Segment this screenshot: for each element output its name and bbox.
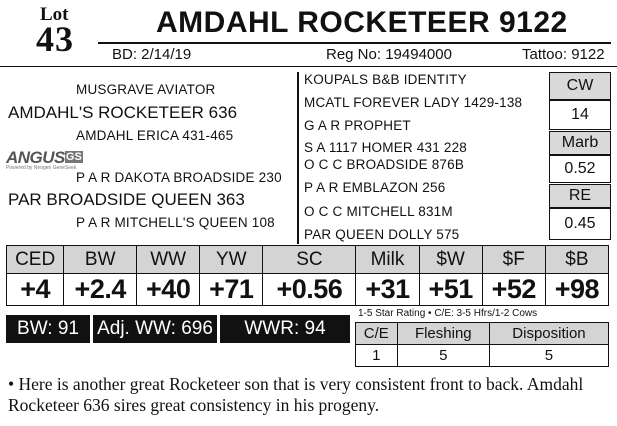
marb-header: Marb [549, 131, 611, 155]
pedigree-sire-dam: AMDAHL ERICA 431-465 [76, 128, 234, 143]
lot-comment: • Here is another great Rocketeer son that is very consistent front to back. Amdahl Rocketeer 636 sires great consistency in his progeny. [8, 374, 584, 415]
epd-table [6, 245, 609, 306]
marb-value: 0.52 [549, 155, 611, 183]
pedigree-sire: AMDAHL'S ROCKETEER 636 [8, 103, 238, 122]
re-value: 0.45 [549, 208, 611, 240]
pedigree-ancestor: P A R EMBLAZON 256 [304, 180, 446, 195]
pedigree-ancestor: G A R PROPHET [304, 118, 411, 133]
pedigree-dam-sire: P A R DAKOTA BROADSIDE 230 [76, 170, 282, 185]
cw-header: CW [549, 72, 611, 100]
epd-header-b: $B [545, 246, 608, 274]
epd-header-sc: SC [263, 246, 356, 274]
epd-header-bw: BW [64, 246, 137, 274]
rating-value-ce: 1 [356, 345, 398, 367]
pedigree-dam: PAR BROADSIDE QUEEN 363 [8, 190, 245, 209]
epd-value-bw: +2.4 [64, 274, 137, 306]
epd-value-milk: +31 [356, 274, 419, 306]
epd-header-w: $W [419, 246, 482, 274]
logo-suffix: GS [65, 151, 82, 163]
epd-value-ced: +4 [7, 274, 64, 306]
re-header: RE [549, 184, 611, 208]
rating-header-row [356, 323, 609, 345]
pedigree-ancestor: PAR QUEEN DOLLY 575 [304, 227, 460, 242]
epd-header-f: $F [482, 246, 545, 274]
rating-table [355, 322, 609, 367]
rating-value-fleshing: 5 [397, 345, 489, 367]
rating-header-ce: C/E [356, 323, 398, 345]
epd-header-ced: CED [7, 246, 64, 274]
tattoo: Tattoo: 9122 [522, 46, 605, 63]
angus-gs-logo [6, 148, 82, 172]
epd-header-yw: YW [200, 246, 263, 274]
logo-tagline: Powered by Neogen GeneSeek [6, 165, 77, 171]
cw-value: 14 [549, 100, 611, 130]
rating-value-row [356, 345, 609, 367]
rating-value-disposition: 5 [489, 345, 608, 367]
lot-label: Lot [40, 4, 69, 25]
logo-text: ANGUS [6, 148, 65, 167]
rating-note: 1-5 Star Rating • C/E: 3-5 Hfrs/1-2 Cows [358, 308, 538, 319]
epd-header-milk: Milk [356, 246, 419, 274]
header-divider [0, 66, 617, 67]
pedigree-ancestor: O C C BROADSIDE 876B [304, 157, 465, 172]
epd-header-row [7, 246, 609, 274]
pedigree-dam-dam: P A R MITCHELL'S QUEEN 108 [76, 215, 275, 230]
pedigree-ancestor: MCATL FOREVER LADY 1429-138 [304, 95, 523, 110]
pedigree-ancestor: O C C MITCHELL 831M [304, 204, 453, 219]
lot-number: 43 [36, 19, 74, 59]
actual-wwr: WWR: 94 [220, 315, 350, 343]
title-divider [98, 42, 611, 44]
rating-header-fleshing: Fleshing [397, 323, 489, 345]
pedigree-divider [297, 72, 299, 244]
rating-header-disposition: Disposition [489, 323, 608, 345]
page-title: AMDAHL ROCKETEER 9122 [156, 6, 568, 39]
pedigree-ancestor: S A 1117 HOMER 431 228 [304, 140, 467, 155]
actual-adj-ww: Adj. WW: 696 [93, 315, 217, 343]
epd-value-f: +52 [482, 274, 545, 306]
epd-header-ww: WW [137, 246, 200, 274]
birth-date: BD: 2/14/19 [112, 46, 192, 63]
pedigree-ancestor: KOUPALS B&B IDENTITY [304, 72, 467, 87]
epd-value-w: +51 [419, 274, 482, 306]
registration-number: Reg No: 19494000 [326, 46, 452, 63]
pedigree-sire-sire: MUSGRAVE AVIATOR [76, 82, 216, 97]
epd-value-yw: +71 [200, 274, 263, 306]
epd-value-ww: +40 [137, 274, 200, 306]
epd-value-sc: +0.56 [263, 274, 356, 306]
actual-bw: BW: 91 [6, 315, 90, 343]
epd-value-b: +98 [545, 274, 608, 306]
epd-value-row [7, 274, 609, 306]
